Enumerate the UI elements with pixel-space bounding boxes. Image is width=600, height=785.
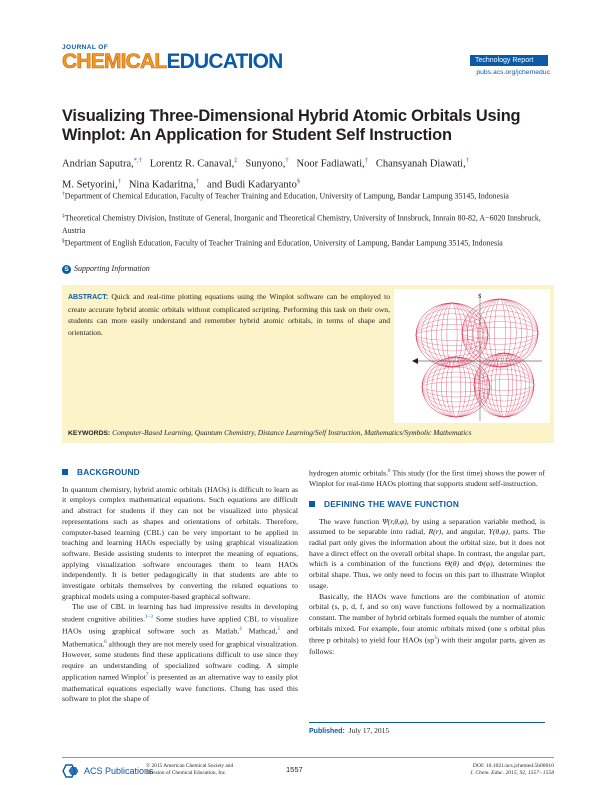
author-name[interactable]: Nina Kadaritna,: [128, 179, 196, 190]
orbital-mesh: [416, 299, 538, 417]
journal-logo-main: [62, 50, 283, 73]
orbital-parallel: [462, 316, 538, 350]
report-type-badge: Technology Report: [470, 55, 548, 66]
author-name[interactable]: Andrian Saputra,: [62, 158, 134, 170]
journal-logo-education: EDUCATION: [166, 50, 283, 73]
orbital-parallel: [422, 382, 490, 392]
orbital-parallel: [474, 364, 534, 407]
body-column-right: [309, 467, 545, 657]
supporting-information-link[interactable]: S Supporting Information: [62, 264, 150, 274]
acs-publications-logo[interactable]: ACS Publications: [62, 763, 154, 779]
affiliation: §Department of English Education, Faculty of Teacher Training and Education, University of Lampung, Bandar Lampung 35145, Indonesia: [62, 238, 503, 248]
author-name[interactable]: Lorentz R. Canaval,: [149, 158, 235, 170]
abstract-box: [62, 285, 554, 443]
author-name[interactable]: M. Setyorini,: [62, 179, 118, 190]
affiliation: ‡Theoretical Chemistry Division, Institute of General, Inorganic and Theoretical Chemistry, University of Innsbruck, Innrain 80-82, A−6020 Innsbruck, Austria: [62, 213, 541, 235]
orbital-meridian: [500, 353, 509, 417]
orbital-parallel: [416, 314, 488, 357]
abstract-label: ABSTRACT:: [68, 294, 109, 301]
axis-label: S: [478, 294, 482, 300]
paragraph: hydrogen atomic orbitals.$^8$ This study (for the first time) shows the power of Winplot for real-time HAOs plotting that supports student self-instruction.: [309, 468, 545, 489]
copyright-notice: © 2015 American Chemical Society and Division of Chemical Education, Inc.: [146, 763, 234, 776]
orbital-parallel: [416, 324, 488, 345]
paragraph: Basically, the HAOs wave functions are the combination of atomic orbital (s, p, d, f, and so on) wave functions followed by a normalization constant. The number of hybrid orbitals formed equals the number of atomic orbitals mixed. For example, four atomic orbitals mixed (one s orbital plus three p orbitals) to yield four HAOs $(sp^3)$ with their angular parts, given as follows:: [309, 591, 545, 656]
author-name[interactable]: Noor Fadiawati,: [296, 158, 365, 170]
orbital-parallel: [422, 377, 490, 397]
author-name[interactable]: Sunyono,: [245, 158, 286, 170]
paragraph: In quantum chemistry, hybrid atomic orbitals (HAOs) is difficult to learn as it employs complex mathematical equations. Such equations are difficult and abstract for students if they can not be visualized into physical representations such as shapes and orientations of orbitals. Therefore, computer-based learning (CBL) can be very important to be applied in teaching and learning HAOs especially by using graphical visualization software. Beside assisting students to interpret the meaning of equations, applying visualization software encourages them to learn HAOs independently. It is better pedagogically in that students are able to investigate orbitals themselves by converting the related equations to graphical models using a computer-based graphical software.: [62, 484, 298, 601]
journal-url-link[interactable]: pubs.acs.org/jchemeduc: [476, 69, 550, 76]
supporting-info-icon: S: [62, 265, 71, 274]
footer-divider: [62, 757, 554, 758]
keywords-text: Computer-Based Learning, Quantum Chemistry, Distance Learning/Self Instruction, Mathematics/Symbolic Mathematics: [112, 428, 472, 437]
paragraph: The wave function Ψ(r,θ,φ), by using a separation variable method, is assumed to be separable into radial, R(r), and angular, Y(θ,φ), parts. The radial part only gives the information about the orbital size, but it does not have a direct effect on the overall orbital shape. In contrast, the angular part, which is a combination of the functions Θ(θ) and Φ(φ), determines the orbital shape. Thus, we only need to focus on this part to illustrate Winplot usage.: [309, 516, 545, 590]
published-date: Published: July 17, 2015: [309, 722, 545, 735]
journal-logo: [62, 44, 283, 78]
keywords-label: KEYWORDS:: [68, 430, 111, 437]
section-square-icon: [309, 501, 315, 507]
acs-hexagon-icon: [62, 764, 80, 778]
orbital-meridian: [478, 353, 529, 417]
section-heading-wave-function: DEFINING THE WAVE FUNCTION: [309, 499, 545, 510]
keywords: [68, 427, 548, 439]
axis-arrow: [412, 358, 418, 364]
orbital-parallel: [462, 327, 538, 338]
orbital-parallel: [474, 380, 534, 391]
section-heading-background: BACKGROUND: [62, 467, 298, 478]
journal-logo-chemical: CHEMICAL: [62, 50, 167, 73]
hybrid-orbital-plot: [394, 289, 550, 423]
orbital-parallel: [462, 322, 538, 345]
orbital-meridian: [491, 353, 517, 417]
orbital-parallel: [416, 330, 488, 341]
orbital-parallel: [474, 353, 534, 417]
section-square-icon: [62, 469, 68, 475]
affiliation: †Department of Chemical Education, Faculty of Teacher Training and Education, University of Lampung, Bandar Lampung 35145, Indonesia: [62, 191, 509, 201]
author-name[interactable]: and Budi Kadaryanto: [207, 179, 297, 190]
article-title: Visualizing Three-Dimensional Hybrid Atomic Orbitals Using Winplot: An Application for Student Self Instruction: [62, 107, 521, 144]
orbital-figure: [394, 289, 550, 423]
paragraph: The use of CBL in learning has had impressive results in developing student cognitive abilities.$^{1-3}$ Some studies have applied CBL to visualize HAOs using graphical software such as Matlab,$^4$ Mathcad,$^5$ and Mathematica,$^6$ although they are not merely used for graphical visualization. However, some students find these applications difficult to use since they require an understanding of specialized software coding. A simple application named Winplot$^7$ is presented as an alternative way to easily plot mathematical equations especially wave functions. Chung has used this software to plot the shape of: [62, 602, 298, 704]
body-column-left: [62, 467, 298, 705]
journal-logo-top: JOURNAL OF: [62, 44, 109, 51]
abstract-text: ABSTRACT: Quick and real-time plotting equations using the Winplot software can be employed to create accurate hybrid atomic orbitals without complicated scripting. Performing this task on their own, students can more easily understand and remember hybrid atomic orbitals, in terms of shape and orientation.: [68, 292, 390, 337]
published-label: Published:: [309, 728, 345, 735]
orbital-parallel: [474, 374, 534, 395]
author-name[interactable]: Chansyanah Diawati,: [375, 158, 466, 170]
orbital-meridian: [474, 353, 534, 417]
author-list: Andrian Saputra,*,† Lorentz R. Canaval,‡ Sunyono,† Noor Fadiawati,† Chansyanah Diawati,† M. Setyorini,† Nina Kadaritna,† and Budi Kadaryanto§: [62, 157, 469, 190]
doi-citation[interactable]: DOI: 10.1021/acs.jchemed.5b00010 J. Chem. Educ. 2015, 92, 1557−1558: [470, 763, 554, 777]
orbital-meridian: [495, 353, 512, 417]
page-number: 1557: [286, 765, 303, 774]
